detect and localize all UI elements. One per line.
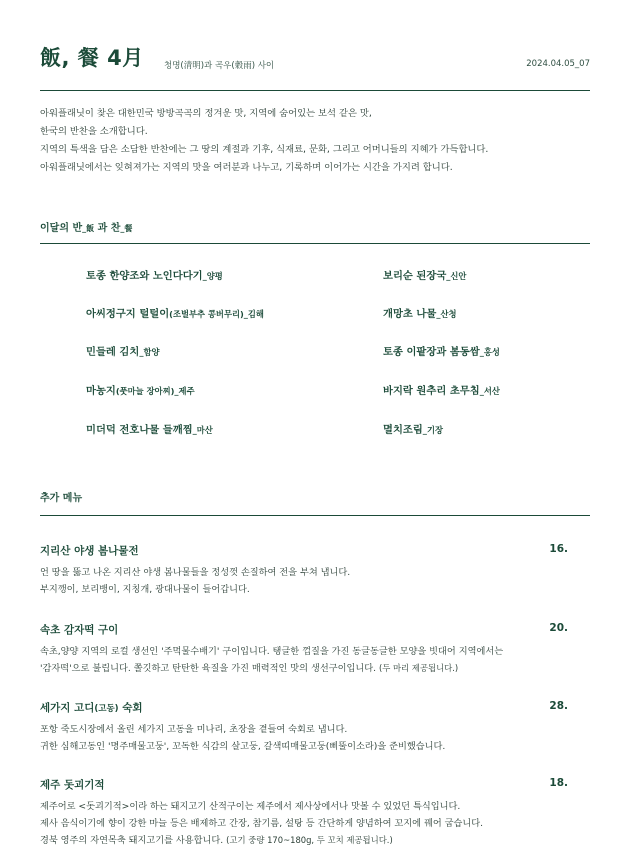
intro-line: 지역의 특색을 담은 소담한 반찬에는 그 땅의 계절과 기후, 식재료, 문화, 그리고 어머니들의 지혜가 가득합니다.	[40, 144, 489, 155]
dish-name: 토종 한양조와 노인다다기	[86, 270, 203, 282]
menu-item-name	[40, 777, 105, 792]
dish-region: _기장	[422, 425, 443, 435]
menu-item-name-text: 제주 돗괴기적	[40, 779, 105, 791]
description-line	[40, 738, 600, 755]
dish-name: 민들레 김치	[86, 346, 140, 358]
description-line: 속초,양양 지역의 로컬 생선인 '주먹물수배기' 구이입니다. 탱글한 껍질을 가진 동글동글한 모양을 빗대어 지역에서는	[40, 646, 504, 657]
dish-region: _김해	[243, 309, 264, 319]
menu-item-name	[40, 700, 143, 715]
intro-line: 아워플래닛이 찾은 대한민국 방방곡곡의 정겨운 맛, 지역에 숨어있는 보석 같은 맛,	[40, 108, 372, 119]
page-header	[40, 40, 590, 91]
dish-item	[86, 382, 195, 397]
page-date: 2024.04.05_07	[526, 59, 590, 69]
page-subtitle: 청명(清明)과 곡우(穀雨) 사이	[164, 61, 275, 71]
dish-region: _홍성	[479, 347, 500, 357]
dish-name: 바지락 원추리 초무침	[383, 385, 480, 397]
dish-note: (조벌부추 콩버무리)	[169, 309, 244, 319]
dish-item	[383, 267, 466, 282]
description-text: 부지깽이, 보리뱅이, 지칭개, 광대나물이 들어갑니다.	[40, 584, 250, 595]
menu-item-name	[40, 543, 139, 558]
dish-region: _양평	[202, 271, 223, 281]
dish-region: _마산	[192, 425, 213, 435]
dish-name: 토종 이팥장과 봄동쌈	[383, 346, 480, 358]
section-title-part: _餐	[120, 224, 133, 233]
menu-item-note: (두 마리 제공됩니다.)	[378, 663, 459, 673]
section-title-banchan	[40, 219, 132, 234]
description-line	[40, 660, 600, 677]
dish-region: _산청	[436, 309, 457, 319]
menu-item-name-text: 속초 감자떡 구이	[40, 624, 119, 636]
intro-line: 한국의 반찬을 소개합니다.	[40, 126, 148, 137]
menu-item-name-text: 지리산 야생 봄나물전	[40, 545, 139, 557]
dish-item	[383, 421, 443, 436]
dish-name: 멸치조림	[383, 424, 423, 436]
dish-note: (풋마늘 장아찌)	[115, 386, 175, 396]
menu-item-name	[40, 622, 118, 637]
dish-item	[86, 267, 223, 282]
dish-name: 마농지	[86, 385, 116, 397]
menu-item-price: 16.	[549, 543, 568, 555]
dish-item	[383, 343, 500, 358]
menu-item-price: 18.	[549, 777, 568, 789]
dish-item	[86, 305, 264, 320]
menu-item-description	[40, 721, 600, 755]
dish-item	[86, 421, 213, 436]
menu-item-name-text: 세가지 고디	[40, 702, 95, 714]
section-title-part: _飯	[82, 224, 95, 233]
menu-item-note: (고기 중량 170~180g, 두 꼬치 제공됩니다.)	[226, 835, 393, 845]
intro-text	[40, 105, 600, 177]
description-text: 귀한 심해고동인 '명주매물고둥', 꼬독한 식감의 살고둥, 갈색띠매물고둥(삐뚤이소라)을 준비했습니다.	[40, 741, 446, 752]
section-title-part: 이달의 반	[40, 223, 83, 234]
dish-name: 개망초 나물	[383, 308, 437, 320]
section-divider	[40, 243, 590, 244]
menu-item-description	[40, 798, 600, 849]
page-title: 飯, 餐 4月	[40, 46, 144, 70]
dish-region: _제주	[174, 386, 195, 396]
menu-item-name-suffix: 숙회	[118, 702, 143, 714]
description-text: '감자떡'으로 불립니다. 쫄깃하고 탄탄한 육질을 가진 매력적인 맛의 생선구이입니다.	[40, 663, 377, 674]
dish-item	[383, 382, 500, 397]
section-divider	[40, 515, 590, 516]
menu-item-price: 20.	[549, 622, 568, 634]
dish-region: _함양	[139, 347, 160, 357]
intro-line: 아워플래닛에서는 잊혀져가는 지역의 맛을 여러분과 나누고, 기록하며 이어가는 시간을 가지려 합니다.	[40, 162, 453, 173]
section-title-part: 과 찬	[94, 223, 121, 234]
description-text: 경북 영주의 자연목축 돼지고기를 사용합니다.	[40, 835, 224, 846]
menu-item-name-note: (고동)	[94, 704, 119, 714]
menu-item-price: 28.	[549, 700, 568, 712]
dish-item	[86, 343, 160, 358]
dish-item	[383, 305, 457, 320]
menu-item-description	[40, 643, 600, 677]
description-line	[40, 581, 600, 598]
dish-name: 보리순 된장국	[383, 270, 447, 282]
section-title-extra: 추가 메뉴	[40, 493, 83, 504]
description-line: 제사 음식이기에 향이 강한 마늘 등은 배제하고 간장, 참기름, 설탕 등 간단하게 양념하여 꼬지에 꿰어 굽습니다.	[40, 818, 484, 829]
dish-region: _서산	[479, 386, 500, 396]
description-line	[40, 832, 600, 849]
dish-name: 아씨정구지 털털이	[86, 308, 170, 320]
description-line: 포항 죽도시장에서 올린 세가지 고동을 미나리, 초장을 곁들여 숙회로 냅니다.	[40, 724, 348, 735]
description-line: 언 땅을 뚫고 나온 지리산 야생 봄나물들을 정성껏 손질하여 전을 부쳐 냅니다.	[40, 567, 351, 578]
dish-region: _신안	[446, 271, 467, 281]
description-line: 제주어로 <돗괴기적>이라 하는 돼지고기 산적구이는 제주에서 제사상에서나 맛볼 수 있었던 특식입니다.	[40, 801, 461, 812]
menu-item-description	[40, 564, 600, 598]
dish-name: 미더덕 전호나물 들깨찜	[86, 424, 193, 436]
